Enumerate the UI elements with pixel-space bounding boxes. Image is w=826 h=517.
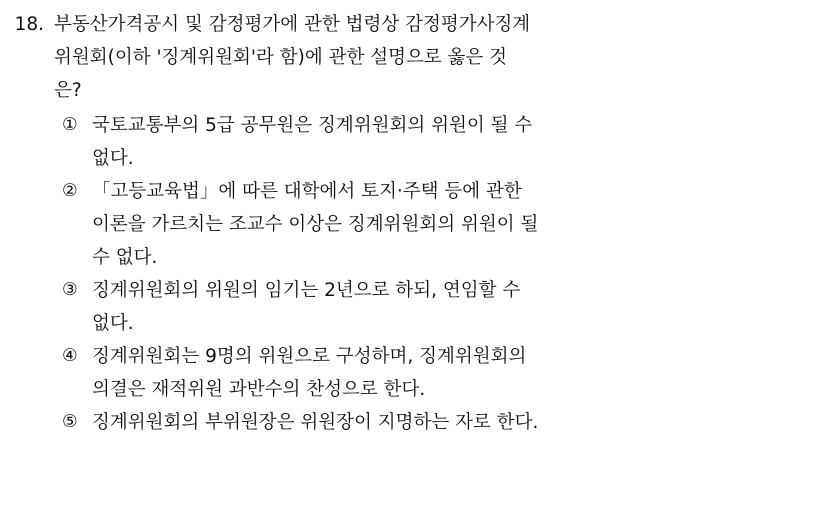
question-stem-line: 은? [54,80,82,101]
choice-line: 없다. [92,313,134,334]
choice-text-2 [88,175,826,274]
choice-marker-5: ⑤ [62,412,78,432]
choice-line: 징계위원회는 9명의 위원으로 구성하며, 징계위원회의 [92,346,527,367]
question-stem-line: 위원회(이하 '징계위원회'라 함)에 관한 설명으로 옳은 것 [54,47,508,68]
choice-text-3 [88,274,826,340]
choice-option-1[interactable] [62,109,826,175]
choice-line: 징계위원회의 위원의 임기는 2년으로 하되, 연임할 수 [92,280,521,301]
choice-marker-2: ② [62,181,78,201]
choice-text-4 [88,340,826,406]
choice-option-4[interactable] [62,340,826,406]
choice-line: 국토교통부의 5급 공무원은 징계위원회의 위원이 될 수 [92,115,533,136]
choice-text-5 [88,406,826,439]
choice-line: 「고등교육법」에 따른 대학에서 토지·주택 등에 관한 [92,181,522,202]
choice-marker-4: ④ [62,346,78,366]
choice-marker-3: ③ [62,280,78,300]
choice-line: 의결은 재적위원 과반수의 찬성으로 한다. [92,379,426,400]
choice-list [0,109,826,439]
choice-line: 없다. [92,148,134,169]
question-number: 18. [14,14,44,35]
question-stem [44,8,826,107]
choice-text-1 [88,109,826,175]
choice-line: 징계위원회의 부위원장은 위원장이 지명하는 자로 한다. [92,412,539,433]
choice-marker-1: ① [62,115,78,135]
choice-line: 이론을 가르치는 조교수 이상은 징계위원회의 위원이 될 [92,214,539,235]
choice-option-2[interactable] [62,175,826,274]
choice-option-3[interactable] [62,274,826,340]
choice-line: 수 없다. [92,247,158,268]
question-block [0,8,826,439]
choice-option-5[interactable] [62,406,826,439]
question-stem-line: 부동산가격공시 및 감정평가에 관한 법령상 감정평가사징계 [54,14,531,35]
question-header [0,8,826,107]
